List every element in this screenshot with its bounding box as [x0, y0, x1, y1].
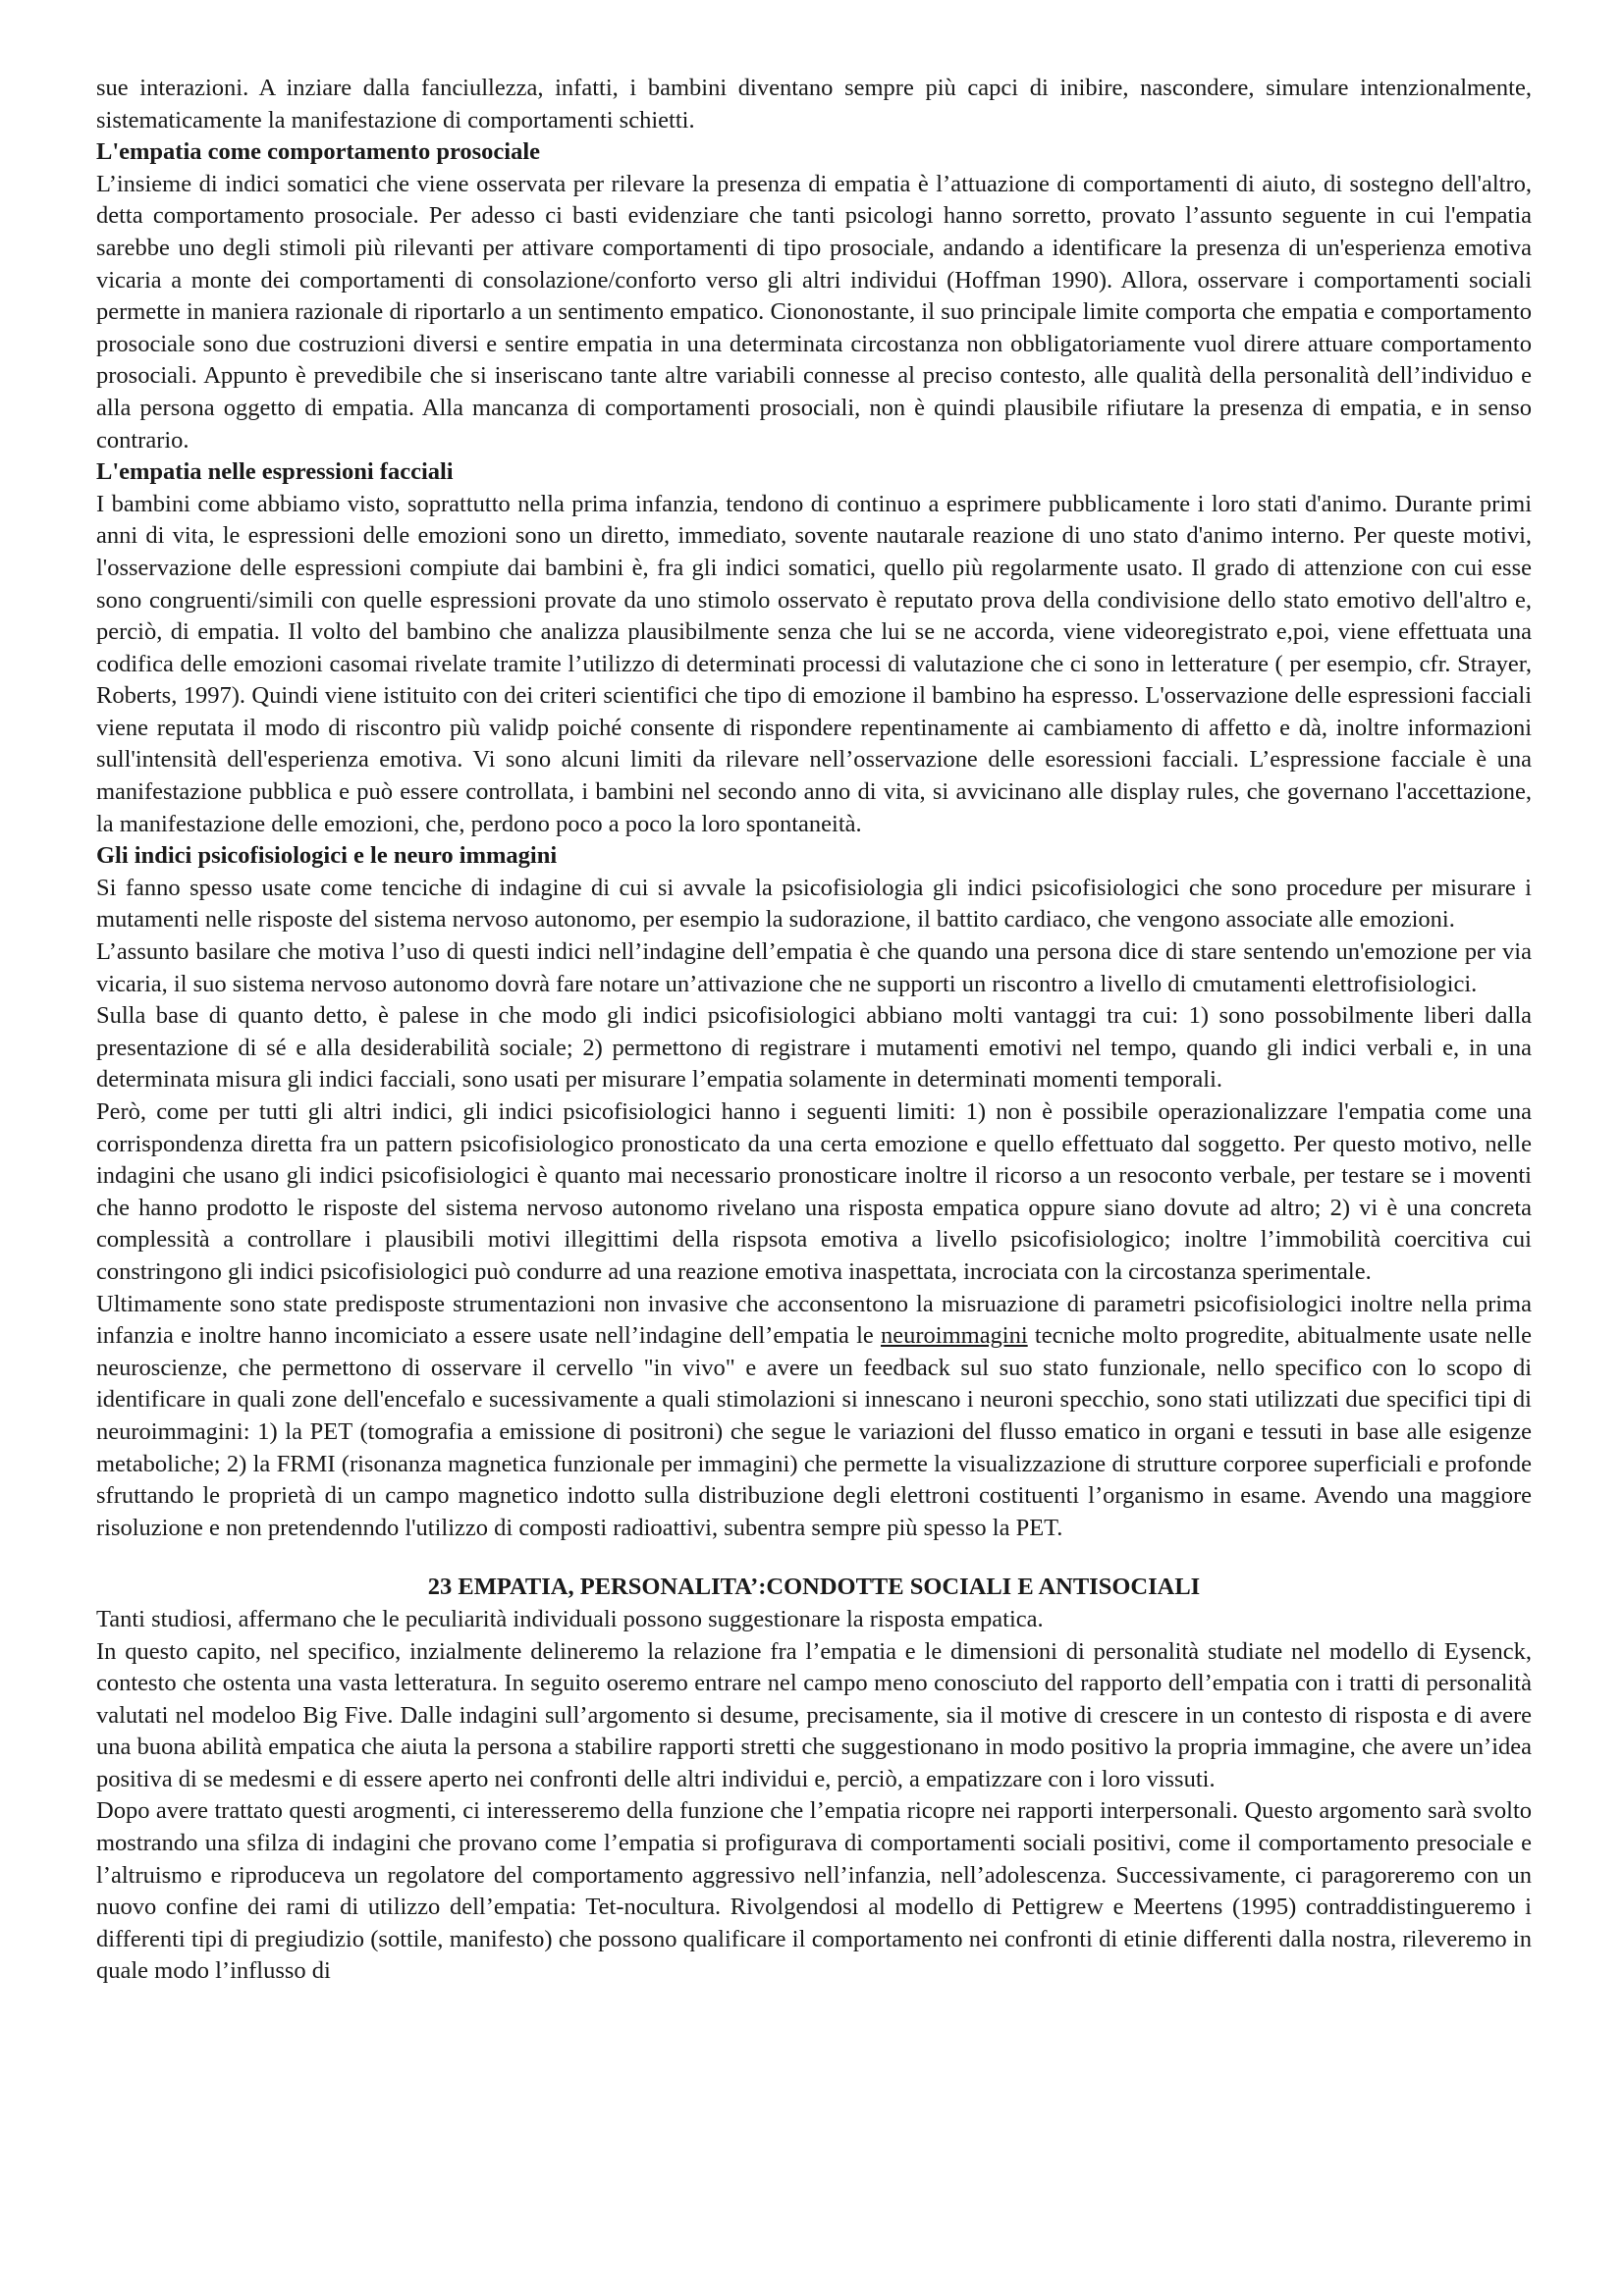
paragraph: In questo capito, nel specifico, inzialmente delineremo la relazione fra l’empatia e le dimensioni di personalità studiate nel modello di Eysenck, contesto che ostenta una vasta letteratura. In seguito oseremo entrare nel campo meno conosciuto del rapporto dell’empatia con i tratti di personalità valutati nel modeloo Big Five. Dalle indagini sull’argomento si desume, precisamente, sia il motive di crescere in un contesto di risposta e di avere una buona abilità empatica che aiuta la persona a stabilire rapporti stretti che suggestionano in modo positivo la propria immagine, che avere un’idea positiva di se medesmi e di essere aperto nei confronti delle altri individui e, perciò, a empatizzare con i loro vissuti.: [96, 1637, 1532, 1792]
paragraph: Però, come per tutti gli altri indici, gli indici psicofisiologici hanno i seguenti limiti: 1) non è possibile operazionalizzare l'empatia come una corrispondenza diretta fra un pattern psicofisiologico pronosticato da una certa emozione e quello effettuato dal soggetto. Per questo motivo, nelle indagini che usano gli indici psicofisiologici è quanto mai necessario pronosticare inoltre il ricorso a un resoconto verbale, per testare se i moventi che hanno prodotto le risposte del sistema nervoso autonomo rivelano una risposta empatica oppure siano dovute ad altro; 2) vi è una concreta complessità a controllare i plausibili motivi illegittimi della rispsota emotiva a livello psicofisiologico; inoltre l’immobilità coercitiva cui constringono gli indici psicofisiologici può condurre ad una reazione emotiva inaspettata, incrociata con la circostanza sperimentale.: [96, 1098, 1532, 1285]
text-run: tecniche molto progredite, abitualmente usate nelle neuroscienze, che permettono di osservare il cervello "in vivo" e avere un feedback sul suo stato funzionale, nello specifico con lo scopo di identificare in quali zone dell'encefalo e sucessivamente a quali stimolazioni si innescano i neuroni specchio, sono stati utilizzati due specifici tipi di neuroimmagini: 1) la PET (tomografia a emissione di positroni) che segue le variazioni del flusso ematico in organi e tessuti in base alle esigenze metaboliche; 2) la FRMI (risonanza magnetica funzionale per immagini) che permette la visualizzazione di strutture corporee superficiali e profonde sfruttando le proprietà di un campo magnetico indotto sulla distribuzione degli elettroni costituenti l’organismo in esame. Avendo una maggiore risoluzione e non pretendenndo l'utilizzo di composti radioattivi, subentra sempre più spesso la PET.: [96, 1322, 1532, 1541]
section-heading-prosociale: L'empatia come comportamento prosociale: [96, 138, 541, 166]
paragraph: L’assunto basilare che motiva l’uso di questi indici nell’indagine dell’empatia è che quando una persona dice di stare sentendo un'emozione per via vicaria, il suo sistema nervoso autonomo dovrà fare notare un’attivazione che ne supporti un riscontro a livello di cmutamenti elettrofisiologici.: [96, 938, 1532, 997]
text-run: Ultimamente sono state predisposte strumentazioni non invasive che acconsentono la misruazione di parametri psicofisiologici inoltre nella prima infanzia e inoltre hanno incomiciato a essere usate nell’indagine dell’empatia le: [96, 1290, 1532, 1350]
paragraph: Sulla base di quanto detto, è palese in che modo gli indici psicofisiologici abbiano molti vantaggi tra cui: 1) sono possobilmente liberi dalla presentazione di sé e alla desiderabilità sociale; 2) permettono di registrare i mutamenti emotivi nel tempo, quando gli indici verbali e, in una determinata misura gli indici facciali, sono usati per misurare l’empatia solamente in determinati momenti temporali.: [96, 1002, 1532, 1094]
section-heading-facciali: L'empatia nelle espressioni facciali: [96, 458, 454, 486]
intro-paragraph: sue interazioni. A inziare dalla fanciullezza, infatti, i bambini diventano sempre più capci di inibire, nascondere, simulare intenzionalmente, sistematicamente la manifestazione di comportamenti schietti.: [96, 75, 1532, 133]
paragraph: I bambini come abbiamo visto, soprattutto nella prima infanzia, tendono di continuo a esprimere pubblicamente i loro stati d'animo. Durante primi anni di vita, le espressioni delle emozioni sono un diretto, immediato, sovente nautarale reazione di uno stato d'animo interno. Per queste motivi, l'osservazione delle espressioni compiute dai bambini è, fra gli indici somatici, quello più regolarmente usato. Il grado di attenzione con cui esse sono congruenti/simili con quelle espressioni provate da uno stimolo osservato è reputato prova della condivisione dello stato emotivo dell'altro e, perciò, di empatia. Il volto del bambino che analizza plausibilmente senza che lui se ne accorda, viene videoregistrato e,poi, viene effettuata una codifica delle emozioni casomai rivelate tramite l’utilizzo di determinati processi di valutazione che ci sono in letterature ( per esempio, cfr. Strayer, Roberts, 1997). Quindi viene istituito con dei criteri scientifici che tipo di emozione il bambino ha espresso. L'osservazione delle espressioni facciali viene reputata il modo di riscontro più validp poiché consente di rispondere repentinamente ai cambiamento di affetto e dà, inoltre informazioni sull'intensità dell'esperienza emotiva. Vi sono alcuni limiti da rilevare nell’osservazione delle esoressioni facciali. L’espressione facciale è una manifestazione pubblica e può essere controllata, i bambini nel secondo anno di vita, si avvicinano alle display rules, che governano l'accettazione, la manifestazione delle emozioni, che, perdono poco a poco la loro spontaneità.: [96, 490, 1532, 837]
paragraph: [96, 1289, 1532, 1545]
paragraph: L’insieme di indici somatici che viene osservata per rilevare la presenza di empatia è l’attuazione di comportamenti di aiuto, di sostegno dell'altro, detta comportamento prosociale. Per adesso ci basti evidenziare che tanti psicologi hanno sorretto, provato l’assunto seguente in cui l'empatia sarebbe uno degli stimoli più rilevanti per attivare comportamenti di tipo prosociale, andando a identificare la presenza di un'esperienza emotiva vicaria a monte dei comportamenti di consolazione/conforto verso gli altri individui (Hoffman 1990). Allora, osservare i comportamenti sociali permette in maniera razionale di riportarlo a un sentimento empatico. Ciononostante, il suo principale limite comporta che empatia e comportamento prosociale sono due costruzioni diversi e sentire empatia in una determinata circostanza non obbligatoriamente vuol direre attuare comportamento prosociali. Appunto è prevedibile che si inseriscano tante altre variabili connesse al preciso contesto, alle qualità della personalità dell’individuo e alla persona oggetto di empatia. Alla mancanza di comportamenti prosociali, non è quindi plausibile rifiutare la presenza di empatia, e in senso contrario.: [96, 170, 1532, 454]
section-heading-psicofisiologici: Gli indici psicofisiologici e le neuro immagini: [96, 842, 558, 870]
document-page: [96, 73, 1532, 1988]
paragraph: Si fanno spesso usate come tenciche di indagine di cui si avvale la psicofisiologia gli indici psicofisiologici che sono procedure per misurare i mutamenti nelle risposte del sistema nervoso autonomo, per esempio la sudorazione, il battito cardiaco, che vengono associate alle emozioni.: [96, 874, 1532, 934]
chapter-title: 23 EMPATIA, PERSONALITA’:CONDOTTE SOCIALI E ANTISOCIALI: [427, 1574, 1201, 1601]
paragraph: Dopo avere trattato questi arogmenti, ci interesseremo della funzione che l’empatia ricopre nei rapporti interpersonali. Questo argomento sarà svolto mostrando una sfilza di indagini che provano come l’empatia si profigurava di comportamenti sociali positivi, come il comportamento presociale e l’altruismo e riproduceva un regolatore del comportamento aggressivo nell’infanzia, nell’adolescenza. Successivamente, ci paragoreremo con un nuovo confine dei rami di utilizzo dell’empatia: Tet-nocultura. Rivolgendosi al modello di Pettigrew e Meertens (1995) contraddistingueremo i differenti tipi di pregiudizio (sottile, manifesto) che possono qualificare il comportamento nei confronti di etinie differenti dalla nostra, rileveremo in quale modo l’influsso di: [96, 1797, 1532, 1985]
underlined-term: neuroimmagini: [880, 1322, 1028, 1350]
paragraph: Tanti studiosi, affermano che le peculiarità individuali possono suggestionare la risposta empatica.: [96, 1605, 1044, 1632]
